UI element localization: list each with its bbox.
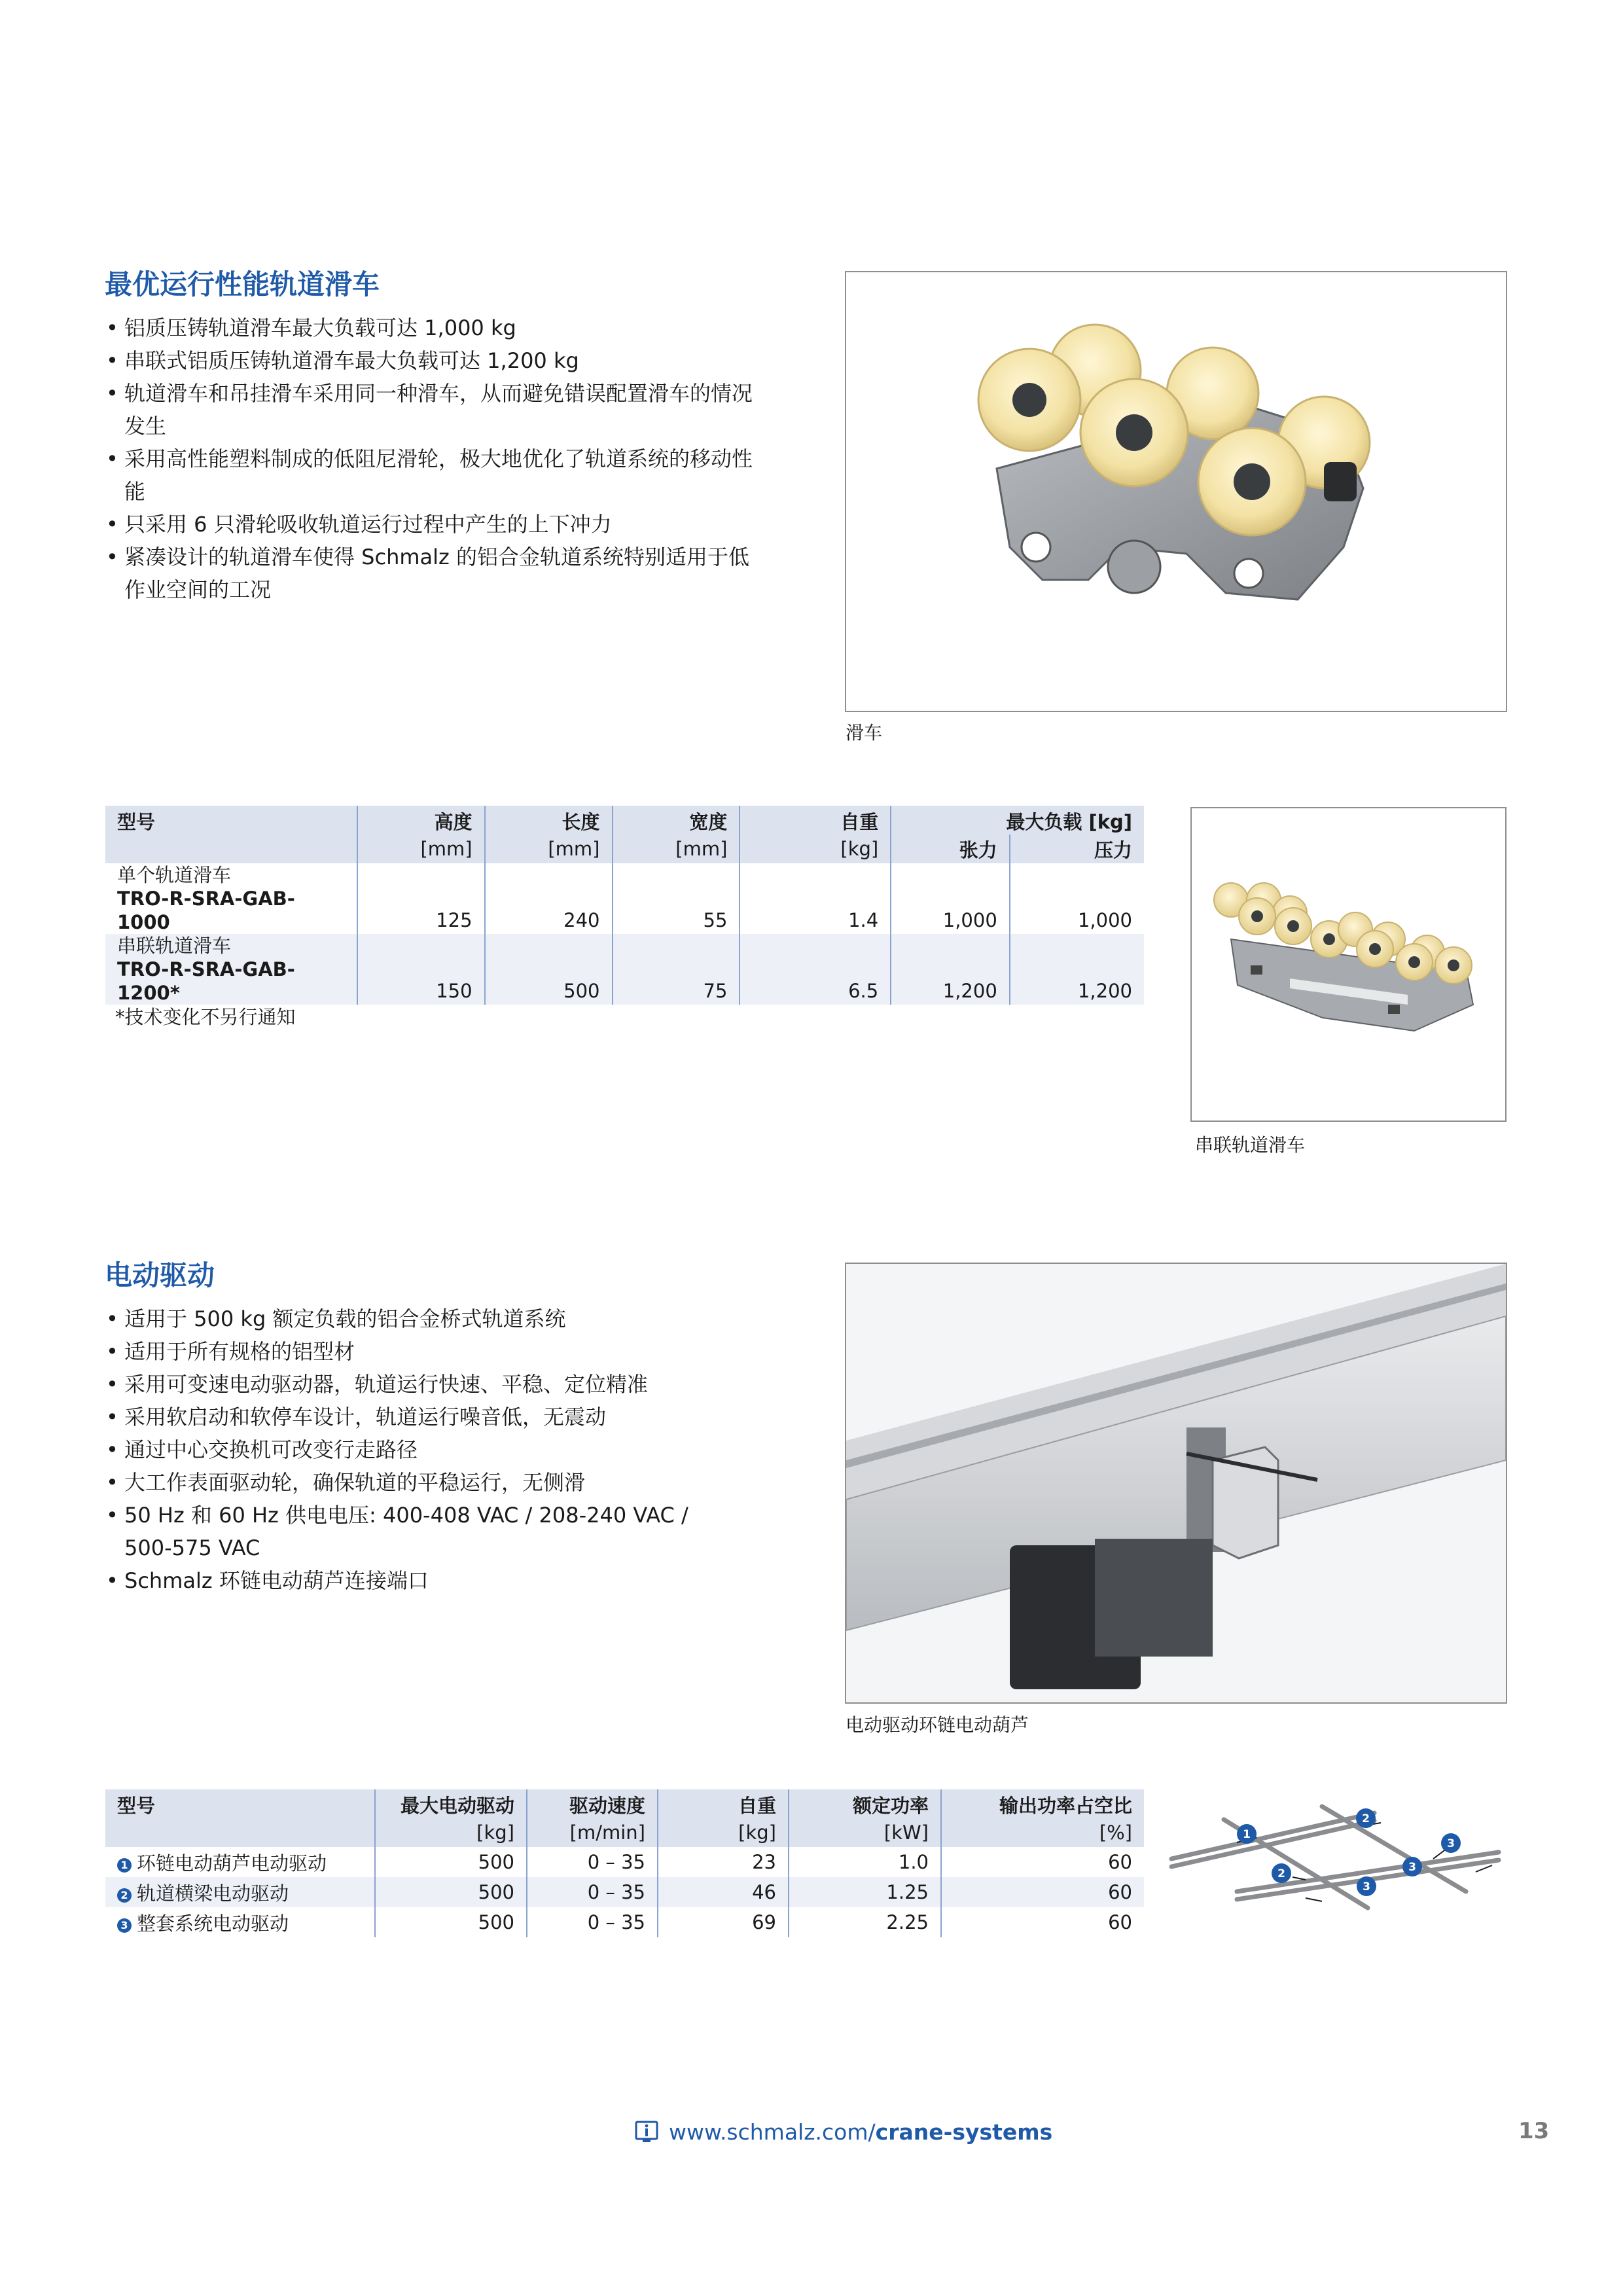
bullet-item: • 只采用 6 只滑轮吸收轨道运行过程中产生的上下冲力	[105, 508, 766, 541]
col-header-max-load: 最大负载 [kg]	[891, 806, 1144, 834]
bullet-item: • 铝质压铸轨道滑车最大负载可达 1,000 kg	[105, 312, 766, 344]
cell: 125	[357, 863, 485, 934]
unit-length: [mm]	[485, 834, 613, 863]
electric-drive-image	[845, 1263, 1507, 1704]
unit-height: [mm]	[357, 834, 485, 863]
unit-width: [mm]	[613, 834, 740, 863]
bullet-item: • 轨道滑车和吊挂滑车采用同一种滑车，从而避免错误配置滑车的情况发生	[105, 377, 766, 442]
cell: 500	[485, 934, 613, 1005]
row-name: 轨道横梁电动驱动	[137, 1882, 289, 1905]
col-header-weight: 自重	[658, 1789, 789, 1818]
col-header-width: 宽度	[613, 806, 740, 834]
drive-layout-diagram	[1158, 1793, 1512, 1924]
diagram-label: 3	[1363, 1880, 1370, 1893]
diagram-label: 2	[1277, 1867, 1285, 1880]
cell: 500	[375, 1877, 527, 1907]
table-row	[105, 1907, 1144, 1937]
cell: 1,200	[891, 934, 1010, 1005]
tandem-trolley-caption: 串联轨道滑车	[1195, 1134, 1306, 1156]
cell: 55	[613, 863, 740, 934]
row-model: TRO-R-SRA-GAB-1200*	[117, 958, 295, 1004]
electric-drive-illustration	[846, 1264, 1506, 1702]
bullet-item: • 采用可变速电动驱动器，轨道运行快速、平稳、定位精准	[105, 1368, 726, 1401]
col-header-max-drive: 最大电动驱动	[375, 1789, 527, 1818]
tandem-trolley-illustration	[1192, 808, 1505, 1121]
website-link[interactable]	[669, 2119, 1052, 2145]
cell: 150	[357, 934, 485, 1005]
cell: 60	[941, 1877, 1144, 1907]
bullet-item: • 通过中心交换机可改变行走路径	[105, 1433, 726, 1466]
section1-bullets	[105, 312, 766, 606]
section2-title: 电动驱动	[105, 1259, 215, 1291]
cell: 60	[1108, 1911, 1132, 1933]
cell: 0 – 35	[527, 1877, 658, 1907]
cell: 1.25	[789, 1877, 941, 1907]
drive-spec-table	[105, 1789, 1144, 1937]
col-header-speed: 驱动速度	[527, 1789, 658, 1818]
table-row	[105, 1877, 1144, 1907]
cell: 1,000	[1077, 909, 1132, 931]
cell: 0 – 35	[527, 1907, 658, 1937]
unit-speed: [m/min]	[527, 1818, 658, 1847]
diagram-label: 3	[1408, 1861, 1416, 1874]
bullet-item: • 紧凑设计的轨道滑车使得 Schmalz 的铝合金轨道系统特别适用于低作业空间的工况	[105, 541, 766, 606]
bullet-item: • 采用高性能塑料制成的低阻尼滑轮，极大地优化了轨道系统的移动性能	[105, 442, 766, 508]
cell: 1,000	[891, 863, 1010, 934]
table-row	[105, 863, 1144, 934]
subheader-compression: 压力	[1010, 834, 1144, 863]
bullet-item: • 适用于 500 kg 额定负载的铝合金桥式轨道系统	[105, 1302, 726, 1335]
trolley-illustration	[846, 272, 1506, 711]
cell: 500	[375, 1907, 527, 1937]
cell: 0 – 35	[527, 1847, 658, 1877]
row-name: 整套系统电动驱动	[137, 1912, 289, 1935]
cell: 1.0	[789, 1847, 941, 1877]
subheader-tension: 张力	[891, 834, 1010, 863]
table1-footnote: *技术变化不另行通知	[115, 1006, 296, 1028]
unit-percent: [%]	[941, 1818, 1144, 1847]
bullet-item: • 50 Hz 和 60 Hz 供电电压: 400-408 VAC / 208-240 VAC / 500-575 VAC	[105, 1499, 726, 1564]
row-name: 环链电动葫芦电动驱动	[137, 1852, 327, 1874]
unit-weight: [kg]	[658, 1818, 789, 1847]
col-header-height: 高度	[357, 806, 485, 834]
cell: 46	[658, 1877, 789, 1907]
bullet-item: • 串联式铝质压铸轨道滑车最大负载可达 1,200 kg	[105, 344, 766, 377]
unit-kg: [kg]	[375, 1818, 527, 1847]
bullet-item: • 适用于所有规格的铝型材	[105, 1335, 726, 1368]
cell: 60	[1108, 1851, 1132, 1873]
cell: 2.25	[789, 1907, 941, 1937]
bullet-item: • Schmalz 环链电动葫芦连接端口	[105, 1564, 726, 1597]
cell: 23	[658, 1847, 789, 1877]
col-header-length: 长度	[485, 806, 613, 834]
bullet-item: • 采用软启动和软停车设计，轨道运行噪音低，无震动	[105, 1401, 726, 1433]
col-header-power: 额定功率	[789, 1789, 941, 1818]
row-model: TRO-R-SRA-GAB-1000	[117, 888, 295, 933]
drive-layout-svg	[1158, 1793, 1512, 1924]
info-icon	[635, 2121, 658, 2144]
table-row	[105, 1847, 1144, 1877]
col-header-duty-cycle: 输出功率占空比	[941, 1789, 1144, 1818]
col-header-weight: 自重	[740, 806, 891, 834]
diagram-label: 1	[1243, 1828, 1251, 1841]
diagram-label: 2	[1362, 1812, 1370, 1825]
tandem-trolley-image	[1190, 807, 1507, 1122]
col-header-model: 型号	[105, 806, 357, 834]
section1-title: 最优运行性能轨道滑车	[105, 268, 380, 300]
diagram-label: 3	[1447, 1837, 1455, 1850]
cell: 1,200	[1010, 934, 1144, 1005]
cell: 6.5	[740, 934, 891, 1005]
cell: 240	[485, 863, 613, 934]
trolley-spec-table	[105, 806, 1144, 1005]
row-number-badge: 1	[117, 1858, 132, 1873]
website-link-bold: crane-systems	[875, 2119, 1053, 2145]
section2-bullets	[105, 1302, 726, 1597]
cell: 69	[658, 1907, 789, 1937]
page-number: 13	[1518, 2118, 1550, 2144]
col-header-model: 型号	[105, 1789, 375, 1818]
bullet-item: • 大工作表面驱动轮，确保轨道的平稳运行，无侧滑	[105, 1466, 726, 1499]
trolley-image-caption: 滑车	[846, 722, 883, 744]
unit-weight: [kg]	[740, 834, 891, 863]
cell: 75	[613, 934, 740, 1005]
row-number-badge: 2	[117, 1888, 132, 1903]
electric-drive-caption: 电动驱动环链电动葫芦	[846, 1714, 1029, 1736]
row-name: 串联轨道滑车	[117, 935, 232, 957]
cell: 500	[375, 1847, 527, 1877]
website-link-plain: www.schmalz.com/	[669, 2119, 876, 2145]
row-number-badge: 3	[117, 1918, 132, 1933]
unit-power: [kW]	[789, 1818, 941, 1847]
row-name: 单个轨道滑车	[117, 864, 232, 886]
cell: 1.4	[740, 863, 891, 934]
table-row	[105, 934, 1144, 1005]
trolley-image	[845, 271, 1507, 712]
